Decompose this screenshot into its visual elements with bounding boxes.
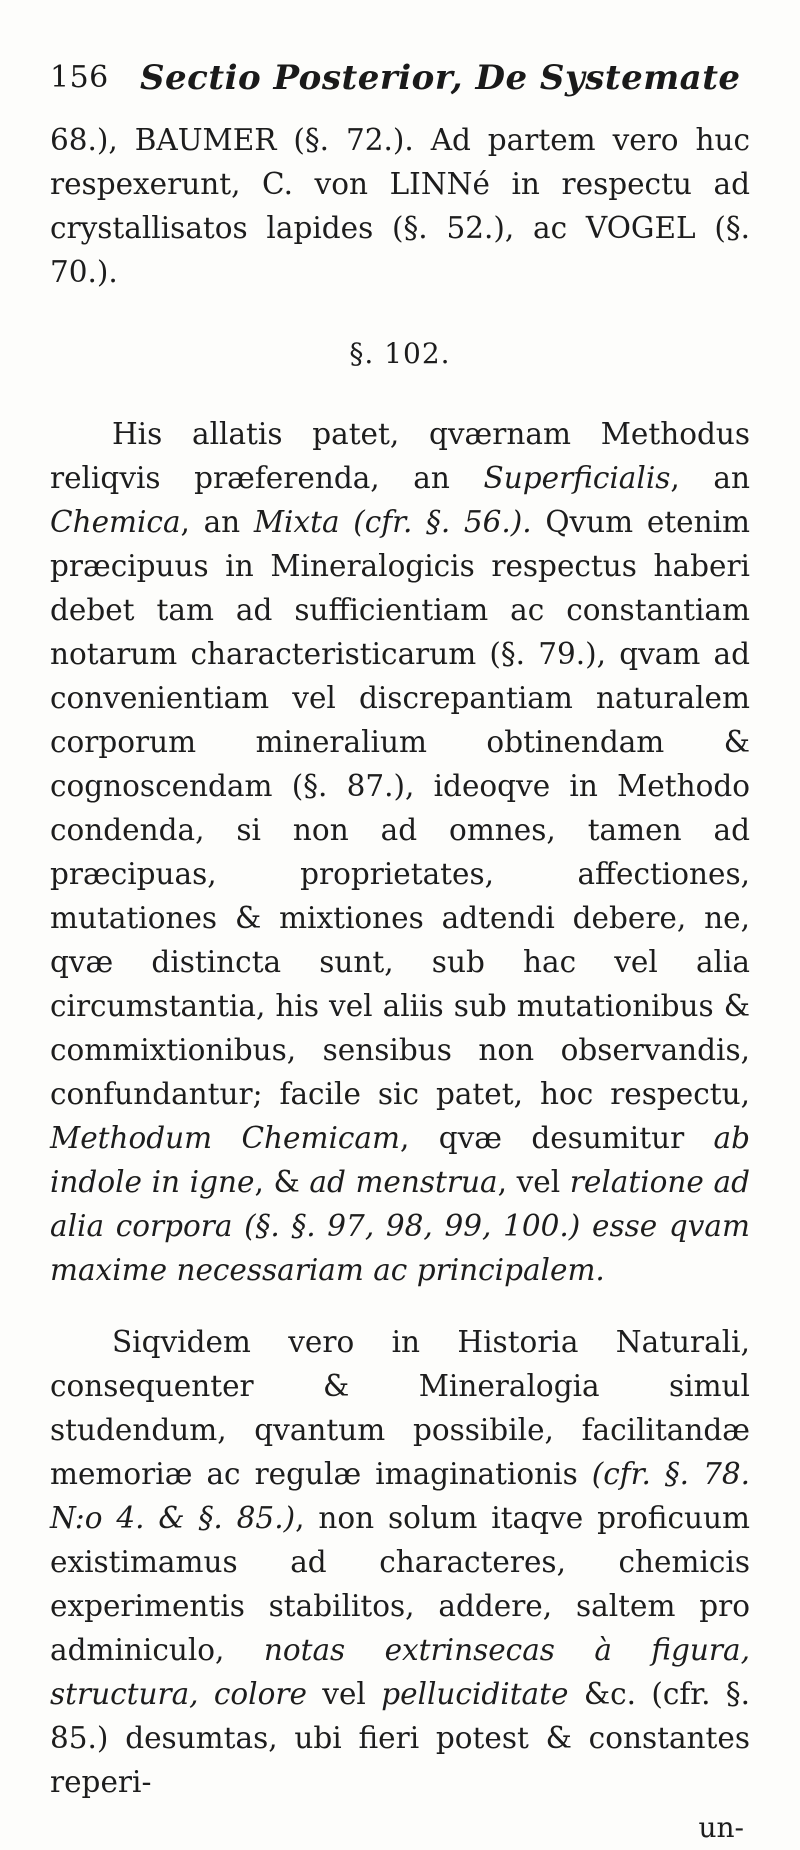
paragraph-2 [50,1320,750,1804]
reference-cfr: (cfr. §. 78. N:o 4. & §. 85.) [50,1457,750,1535]
term-relatione: relatione ad alia corpora (§. §. 97, 98, 99, 100.) esse qvam maxime necessariam ac principalem. [50,1165,750,1287]
paragraph-1-text: , an [670,461,750,495]
section-mark: §. 102. [349,337,451,370]
term-mixta: Mixta (cfr. §. 56.). [253,505,532,539]
paragraph-1-text: , vel [497,1165,570,1199]
page-number: 156 [50,60,109,95]
paragraph-2-text: vel [306,1677,382,1711]
paragraph-1-text: , & [254,1165,310,1199]
catchword: un- [698,1811,744,1844]
term-chemica: Chemica [50,505,181,539]
term-ab-indole: ab indole in igne [50,1121,750,1199]
term-ad-menstrua: ad menstrua [309,1165,498,1199]
paragraph-1-text: Qvum etenim præcipuus in Mineralogicis respectus haberi debet tam ad sufficientiam ac constantiam notarum characteristicarum (§. 79.), qvam ad convenientiam vel discrepantiam naturalem corporum mineralium obtinendam & cognoscendam (§. 87.), ideoqve in Methodo condenda, si non ad omnes, tamen ad præcipuas, proprietates, affectiones, mutationes & mixtiones adtendi debere, ne, qvæ distincta sunt, sub hac vel alia circumstantia, his vel aliis sub mutationibus & commixtionibus, sensibus non observandis, confundantur; facile sic patet, hoc respectu, [50,505,750,1111]
paragraph-top: 68.), BAUMER (§. 72.). Ad partem vero huc respexerunt, C. von LINNé in respectu ad crystallisatos lapides (§. 52.), ac VOGEL (§. 70.). [50,123,750,289]
paragraph-1-text: His allatis patet, qværnam Methodus reliqvis præferenda, an [50,417,750,495]
paragraph-2-text: Siqvidem vero in Historia Naturali, consequenter & Mineralogia simul studendum, qvantum possibile, facilitandæ memoriæ ac regulæ imaginationis [50,1325,750,1491]
running-header [50,58,750,118]
term-methodum-chemicam: Methodum Chemicam [50,1121,400,1155]
term-pelluciditate: pelluciditate [381,1677,569,1711]
term-superficialis: Superficialis [483,461,671,495]
paragraph-2-text: , non solum itaqve proficuum existimamus ad characteres, chemicis experimentis stabilitos, addere, saltem pro adminiculo, [50,1501,750,1667]
text-block [50,118,750,1850]
term-notas-extrinsecas: notas extrinsecas à figura, structura, colore [50,1633,750,1711]
paragraph-gap [50,1292,750,1320]
paragraph-1-text: , an [180,505,254,539]
running-title: Sectio Posterior, De Systemate [140,58,741,98]
paragraph-1-text: , qvæ desumitur [400,1121,714,1155]
paragraph-2-text: &c. (cfr. §. 85.) desumtas, ubi fieri potest & constantes reperi- [50,1677,751,1799]
paragraph-1 [50,412,750,1292]
